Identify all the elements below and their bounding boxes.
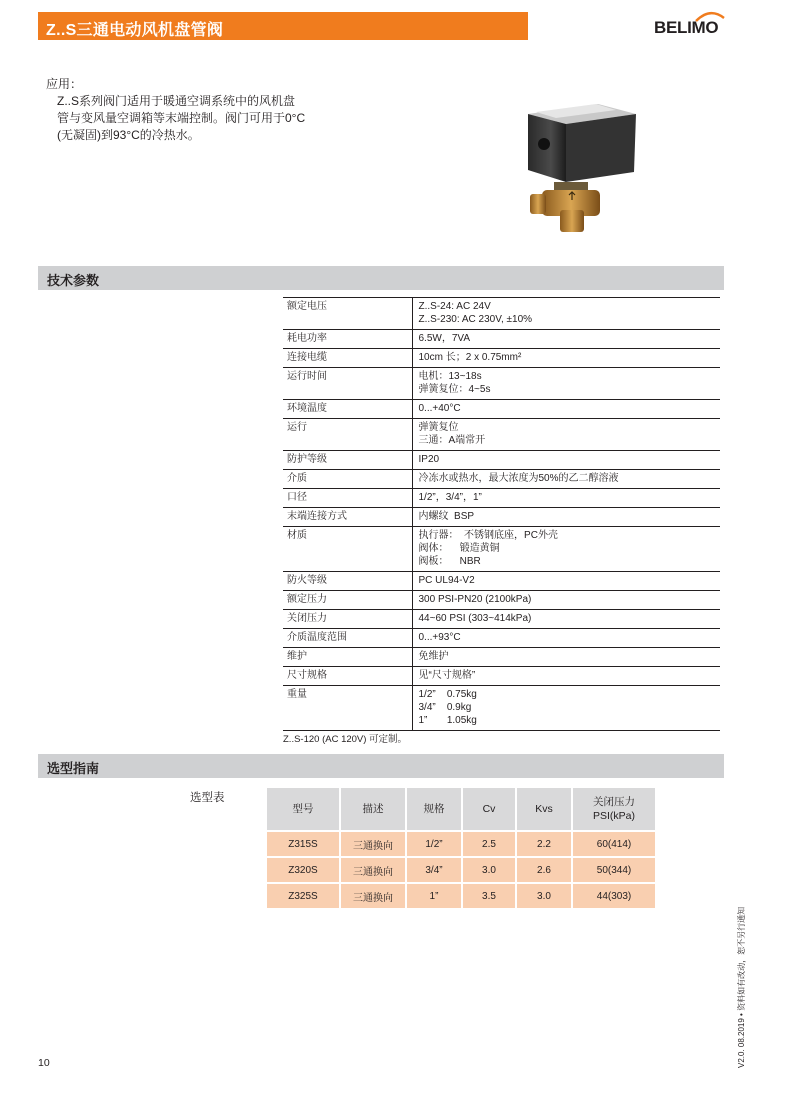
application-text [57, 93, 327, 144]
spec-key: 连接电缆 [283, 349, 412, 368]
spec-row [283, 470, 720, 489]
selection-cell: 44(303) [573, 884, 655, 910]
spec-value-line: 阀板： NBR [418, 556, 481, 567]
section-tech-header [38, 266, 724, 290]
spec-value [412, 591, 720, 610]
selection-cell: 3.0 [463, 858, 517, 884]
spec-value-line: 免维护 [418, 651, 449, 662]
spec-row [283, 527, 720, 572]
spec-value [412, 686, 720, 731]
selection-column-header: 规格 [407, 788, 463, 832]
spec-key: 介质 [283, 470, 412, 489]
spec-key: 运行时间 [283, 368, 412, 400]
selection-table [267, 788, 655, 910]
selection-cell: 3.5 [463, 884, 517, 910]
spec-value-line: 1/2” 0.75kg [418, 689, 477, 700]
section-tech-title: 技术参数 [47, 273, 100, 288]
spec-row [283, 686, 720, 731]
spec-key: 耗电功率 [283, 330, 412, 349]
spec-value-line: Z..S-230: AC 230V, ±10% [418, 314, 533, 325]
spec-key: 防火等级 [283, 572, 412, 591]
spec-key: 维护 [283, 648, 412, 667]
spec-row [283, 591, 720, 610]
application-line: (无凝固)到93°C的冷热水。 [57, 128, 200, 142]
spec-value [412, 330, 720, 349]
spec-value-line: 冷冻水或热水，最大浓度为50%的乙二醇溶液 [418, 473, 619, 484]
spec-key: 末端连接方式 [283, 508, 412, 527]
spec-key: 防护等级 [283, 451, 412, 470]
spec-value [412, 648, 720, 667]
selection-cell: Z325S [267, 884, 341, 910]
spec-value [412, 667, 720, 686]
spec-value-line: Z..S-24: AC 24V [418, 301, 491, 312]
spec-value [412, 349, 720, 368]
spec-key: 关闭压力 [283, 610, 412, 629]
spec-key: 介质温度范围 [283, 629, 412, 648]
spec-value-line: 弹簧复位 [418, 422, 459, 433]
spec-key: 重量 [283, 686, 412, 731]
version-note: V2.0. 08.2019 • 资料如有改动，恕不另行通知 [737, 906, 746, 1068]
spec-row [283, 648, 720, 667]
selection-cell: 三通换向 [341, 858, 407, 884]
selection-cell: 2.5 [463, 832, 517, 858]
selection-cell: Z315S [267, 832, 341, 858]
selection-row [267, 832, 655, 858]
spec-value-line: 电机：13~18s [418, 371, 482, 382]
selection-cell: 2.6 [517, 858, 573, 884]
spec-value-line: 内螺纹 BSP [418, 511, 475, 522]
spec-row [283, 451, 720, 470]
selection-cell: 三通换向 [341, 884, 407, 910]
spec-value [412, 368, 720, 400]
spec-row [283, 489, 720, 508]
selection-cell: 三通换向 [341, 832, 407, 858]
spec-value-line: PC UL94-V2 [418, 575, 475, 586]
application-line: 管与变风量空调箱等末端控制。阀门可用于0°C [57, 111, 306, 125]
spec-value [412, 508, 720, 527]
selection-column-header: 关闭压力 PSI(kPa) [573, 788, 655, 832]
title-bar [38, 12, 528, 40]
spec-row [283, 419, 720, 451]
spec-value [412, 572, 720, 591]
spec-key: 口径 [283, 489, 412, 508]
spec-key: 额定电压 [283, 298, 412, 330]
spec-value-line: 0...+93°C [418, 632, 461, 643]
spec-value [412, 610, 720, 629]
spec-key: 尺寸规格 [283, 667, 412, 686]
spec-row [283, 610, 720, 629]
selection-row [267, 884, 655, 910]
spec-row [283, 572, 720, 591]
selection-cell: 1” [407, 884, 463, 910]
spec-value [412, 451, 720, 470]
spec-table [283, 297, 720, 731]
spec-row [283, 330, 720, 349]
valve-product-image [520, 92, 640, 237]
spec-row [283, 667, 720, 686]
selection-row [267, 858, 655, 884]
spec-value-line: 1” 1.05kg [418, 715, 477, 726]
spec-value [412, 400, 720, 419]
section-selection-title: 选型指南 [47, 761, 100, 776]
spec-key: 额定压力 [283, 591, 412, 610]
selection-cell: 3/4” [407, 858, 463, 884]
belimo-logo [654, 10, 726, 38]
spec-row [283, 349, 720, 368]
spec-value [412, 629, 720, 648]
selection-column-header: Kvs [517, 788, 573, 832]
selection-cell: 60(414) [573, 832, 655, 858]
section-selection-header [38, 754, 724, 778]
spec-value-line: 6.5W，7VA [418, 333, 470, 344]
spec-value-line: 阀体： 锻造黄铜 [418, 543, 500, 554]
selection-column-header: Cv [463, 788, 517, 832]
spec-value [412, 489, 720, 508]
spec-value-line: 44~60 PSI (303~414kPa) [418, 613, 532, 624]
spec-value-line: 0...+40°C [418, 403, 461, 414]
brand-name: BELIMO [654, 18, 719, 37]
spec-key: 环境温度 [283, 400, 412, 419]
selection-cell: 2.2 [517, 832, 573, 858]
selection-cell: 50(344) [573, 858, 655, 884]
spec-key: 运行 [283, 419, 412, 451]
application-line: Z..S系列阀门适用于暖通空调系统中的风机盘 [57, 94, 296, 108]
spec-value-line: 1/2”，3/4”，1” [418, 492, 482, 503]
spec-row [283, 629, 720, 648]
selection-column-header: 型号 [267, 788, 341, 832]
selection-cell: 3.0 [517, 884, 573, 910]
spec-value [412, 419, 720, 451]
spec-value-line: 弹簧复位：4~5s [418, 384, 491, 395]
spec-value-line: 300 PSI-PN20 (2100kPa) [418, 594, 532, 605]
spec-value-line: 10cm 长；2 x 0.75mm² [418, 352, 522, 363]
selection-table-label: 选型表 [190, 792, 225, 804]
spec-value-line: 见“尺寸规格” [418, 670, 476, 681]
spec-value-line: 3/4” 0.9kg [418, 702, 472, 713]
spec-value-line: 执行器： 不锈钢底座，PC外壳 [418, 530, 558, 541]
selection-column-header: 描述 [341, 788, 407, 832]
spec-value [412, 527, 720, 572]
spec-key: 材质 [283, 527, 412, 572]
custom-note: Z..S-120 (AC 120V) 可定制。 [283, 734, 408, 745]
spec-value-line: 三通：A端常开 [418, 435, 486, 446]
spec-row [283, 298, 720, 330]
spec-row [283, 368, 720, 400]
page-title: Z..S三通电动风机盘管阀 [46, 22, 224, 39]
spec-row [283, 508, 720, 527]
selection-cell: 1/2” [407, 832, 463, 858]
page-number: 10 [38, 1057, 50, 1069]
spec-row [283, 400, 720, 419]
spec-value-line: IP20 [418, 454, 440, 465]
spec-value [412, 470, 720, 489]
application-label: 应用： [46, 77, 83, 91]
selection-cell: Z320S [267, 858, 341, 884]
spec-value [412, 298, 720, 330]
